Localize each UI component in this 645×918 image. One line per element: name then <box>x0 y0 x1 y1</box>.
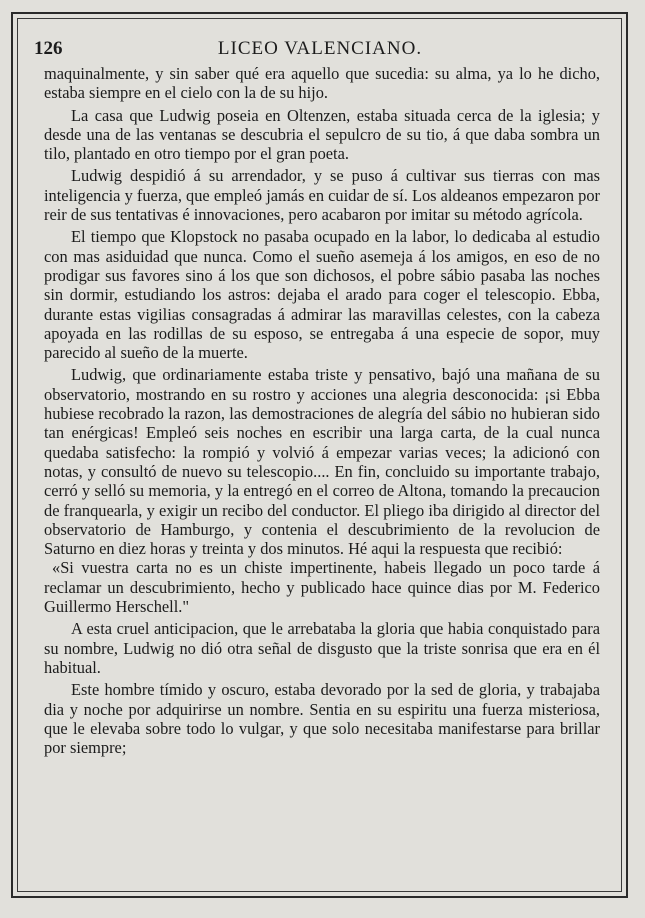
paragraph: El tiempo que Klopstock no pasaba ocupado en la labor, lo dedicaba al estudio con mas asiduidad que nunca. Como el sueño asemeja á los amigos, en eso de no prodigar sus favores sino á los que son dichosos, el pobre sábio pasaba las noches sin dormir, estudiando los astros: dejaba el arado para coger el telescopio. Ebba, durante estas vigilias consagradas á admirar las maravillas celestes, con la cabeza apoyada en las rodillas de su esposo, se entregaba á una especie de sopor, muy parecido al sueño de la muerte. <box>44 227 600 363</box>
paragraph: A esta cruel anticipacion, que le arrebataba la gloria que habia conquistado para su nombre, Ludwig no dió otra señal de disgusto que la triste sonrisa que era en él habitual. <box>44 619 600 677</box>
paragraph: Ludwig, que ordinariamente estaba triste y pensativo, bajó una mañana de su observatorio, mostrando en su rostro y acciones una alegria desconocida: ¡si Ebba hubiese recobrado la razon, las demostraciones de alegría del sábio no hubieran sido tan enérgicas! Empleó seis noches en escribir una larga carta, de la cual nunca quedaba satisfecho: la rompió y volvió á empezar varias veces; la adicionó con notas, y consultó de nuevo su telescopio.... En fin, concluido su importante trabajo, cerró y selló su memoria, y la entregó en el correo de Altona, tomando la precaucion de franquearla, y exigir un recibo del conductor. El pliego iba dirigido al director del observatorio de Hamburgo, y contenia el descubrimiento de la revolucion de Saturno en diez horas y treinta y dos minutos. Hé aqui la respuesta que recibió: <box>44 365 600 559</box>
paragraph: Este hombre tímido y oscuro, estaba devorado por la sed de gloria, y trabajaba dia y noche por adquirirse un nombre. Sentia en su espiritu una fuerza misteriosa, que le elevaba sobre todo lo vulgar, y que solo necesitaba manifestarse para brillar por siempre; <box>44 680 600 758</box>
paragraph: Ludwig despidió á su arrendador, y se puso á cultivar sus tierras con mas inteligencia y fuerza, que empleó jamás en cuidar de sí. Los aldeanos empezaron por reir de sus tentativas é innovaciones, pero acabaron por imitar su método agrícola. <box>44 166 600 225</box>
running-title: LICEO VALENCIANO. <box>217 38 423 59</box>
page-header <box>28 36 612 64</box>
page-number: 126 <box>34 38 63 59</box>
paragraph: La casa que Ludwig poseia en Oltenzen, estaba situada cerca de la iglesia; y desde una de las ventanas se descubria el sepulcro de su tio, á que daba sombra un tilo, plantado en otro tiempo por el gran poeta. <box>44 105 600 164</box>
paragraph: maquinalmente, y sin saber qué era aquello que sucedia: su alma, ya lo he dicho, estaba siempre en el cielo con la de su hijo. <box>44 64 600 103</box>
quoted-letter: «Si vuestra carta no es un chiste impertinente, habeis llegado un poco tarde á reclamar un descubrimiento, hecho y publicado hace quince dias por M. Federico Guillermo Herschell." <box>44 558 600 617</box>
body-text <box>44 64 600 757</box>
